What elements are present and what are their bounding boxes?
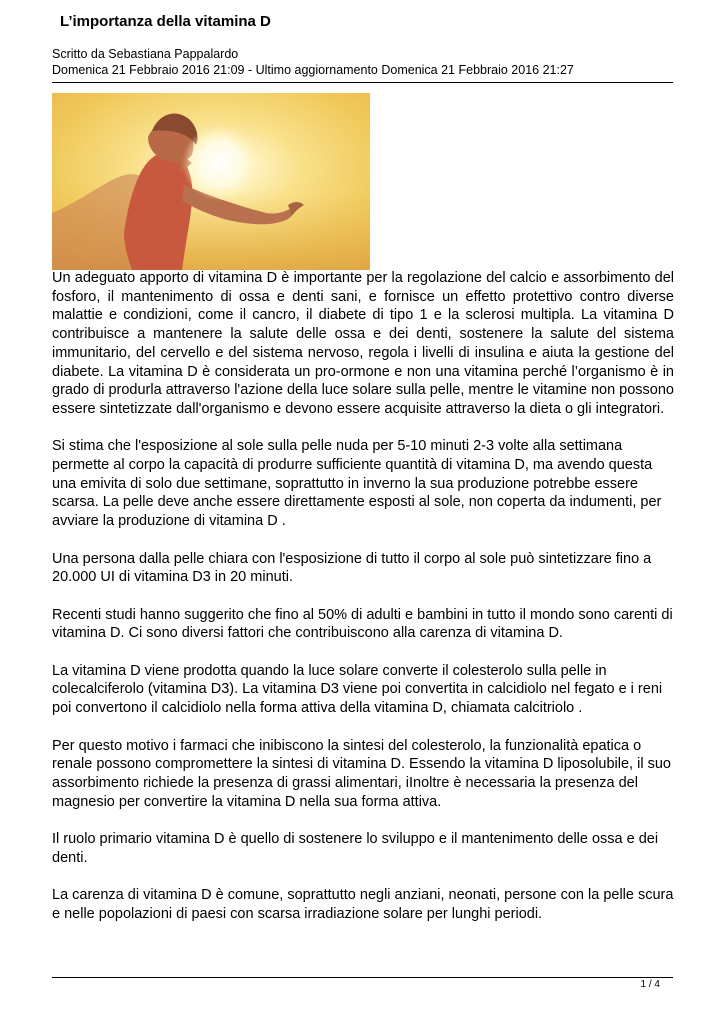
paragraph: Si stima che l'esposizione al sole sulla pelle nuda per 5-10 minuti 2-3 volte alla settimana permette al corpo la capacità di produrre sufficiente quantità di vitamina D, ma avendo questa una emivita di solo due settimane, soprattutto in inverno la sua produzione potrebbe essere scarsa. La pelle deve anche essere direttamente esposti al sole, non coperta da indumenti, per avviare la produzione di vitamina D . [52,438,662,530]
paragraph: Un adeguato apporto di vitamina D è importante per la regolazione del calcio e assorbimento del fosforo, il mantenimento di ossa e denti sani, e fornisce un effetto protettivo contro diverse malattie e condizioni, come il cancro, il diabete di tipo 1 e la sclerosi multipla. La vitamina D contribuisce a mantenere la salute delle ossa e dei denti, sostenere la salute del sistema immunitario, del cervello e del sistema nervoso, regola i livelli di insulina e aiuta la gestione del diabete. La vitamina D è considerata un pro-ormone e non una vitamina perché l’organismo è in grado di produrla attraverso l'azione della luce solare sulla pelle, mentre le vitamine non possono essere sintetizzate dall'organismo e devono essere acquisite attraverso la dieta o gli integratori. [52,270,674,417]
date-line: Domenica 21 Febbraio 2016 21:09 - Ultimo aggiornamento Domenica 21 Febbraio 2016 21:27 [52,63,574,77]
article-photo [52,93,370,270]
document-title: L’importanza della vitamina D [60,13,271,30]
footer-divider [52,977,673,978]
paragraph: Una persona dalla pelle chiara con l'esposizione di tutto il corpo al sole può sintetizzare fino a 20.000 UI di vitamina D3 in 20 minuti. [52,550,652,586]
page-number: 1 / 4 [640,979,660,990]
paragraph: La vitamina D viene prodotta quando la luce solare converte il colesterolo sulla pelle in colecalciferolo (vitamina D3). La vitamina D3 viene poi convertita in calcidiolo nel fegato e i reni poi convertono il calcidiolo nella forma attiva della vitamina D, chiamata calcitriolo . [52,662,663,717]
paragraph: Recenti studi hanno suggerito che fino al 50% di adulti e bambini in tutto il mondo sono carenti di vitamina D. Ci sono diversi fattori che contribuiscono alla carenza di vitamina D. [52,606,673,642]
author-line: Scritto da Sebastiana Pappalardo [52,47,239,61]
paragraph: La carenza di vitamina D è comune, soprattutto negli anziani, neonati, persone con la pelle scura e nelle popolazioni di paesi con scarsa irradiazione solare per lunghi periodi. [52,887,674,922]
header-divider [52,82,673,83]
paragraph: Per questo motivo i farmaci che inibiscono la sintesi del colesterolo, la funzionalità epatica o renale possono compromettere la sintesi di vitamina D. Essendo la vitamina D liposolubile, il suo assorbimento richiede la presenza di grassi alimentari, iInoltre è necessaria la presenza del magnesio per convertire la vitamina D nella sua forma attiva. [52,737,671,810]
article-body [52,269,674,942]
paragraph: Il ruolo primario vitamina D è quello di sostenere lo sviluppo e il mantenimento delle ossa e dei denti. [52,831,659,866]
